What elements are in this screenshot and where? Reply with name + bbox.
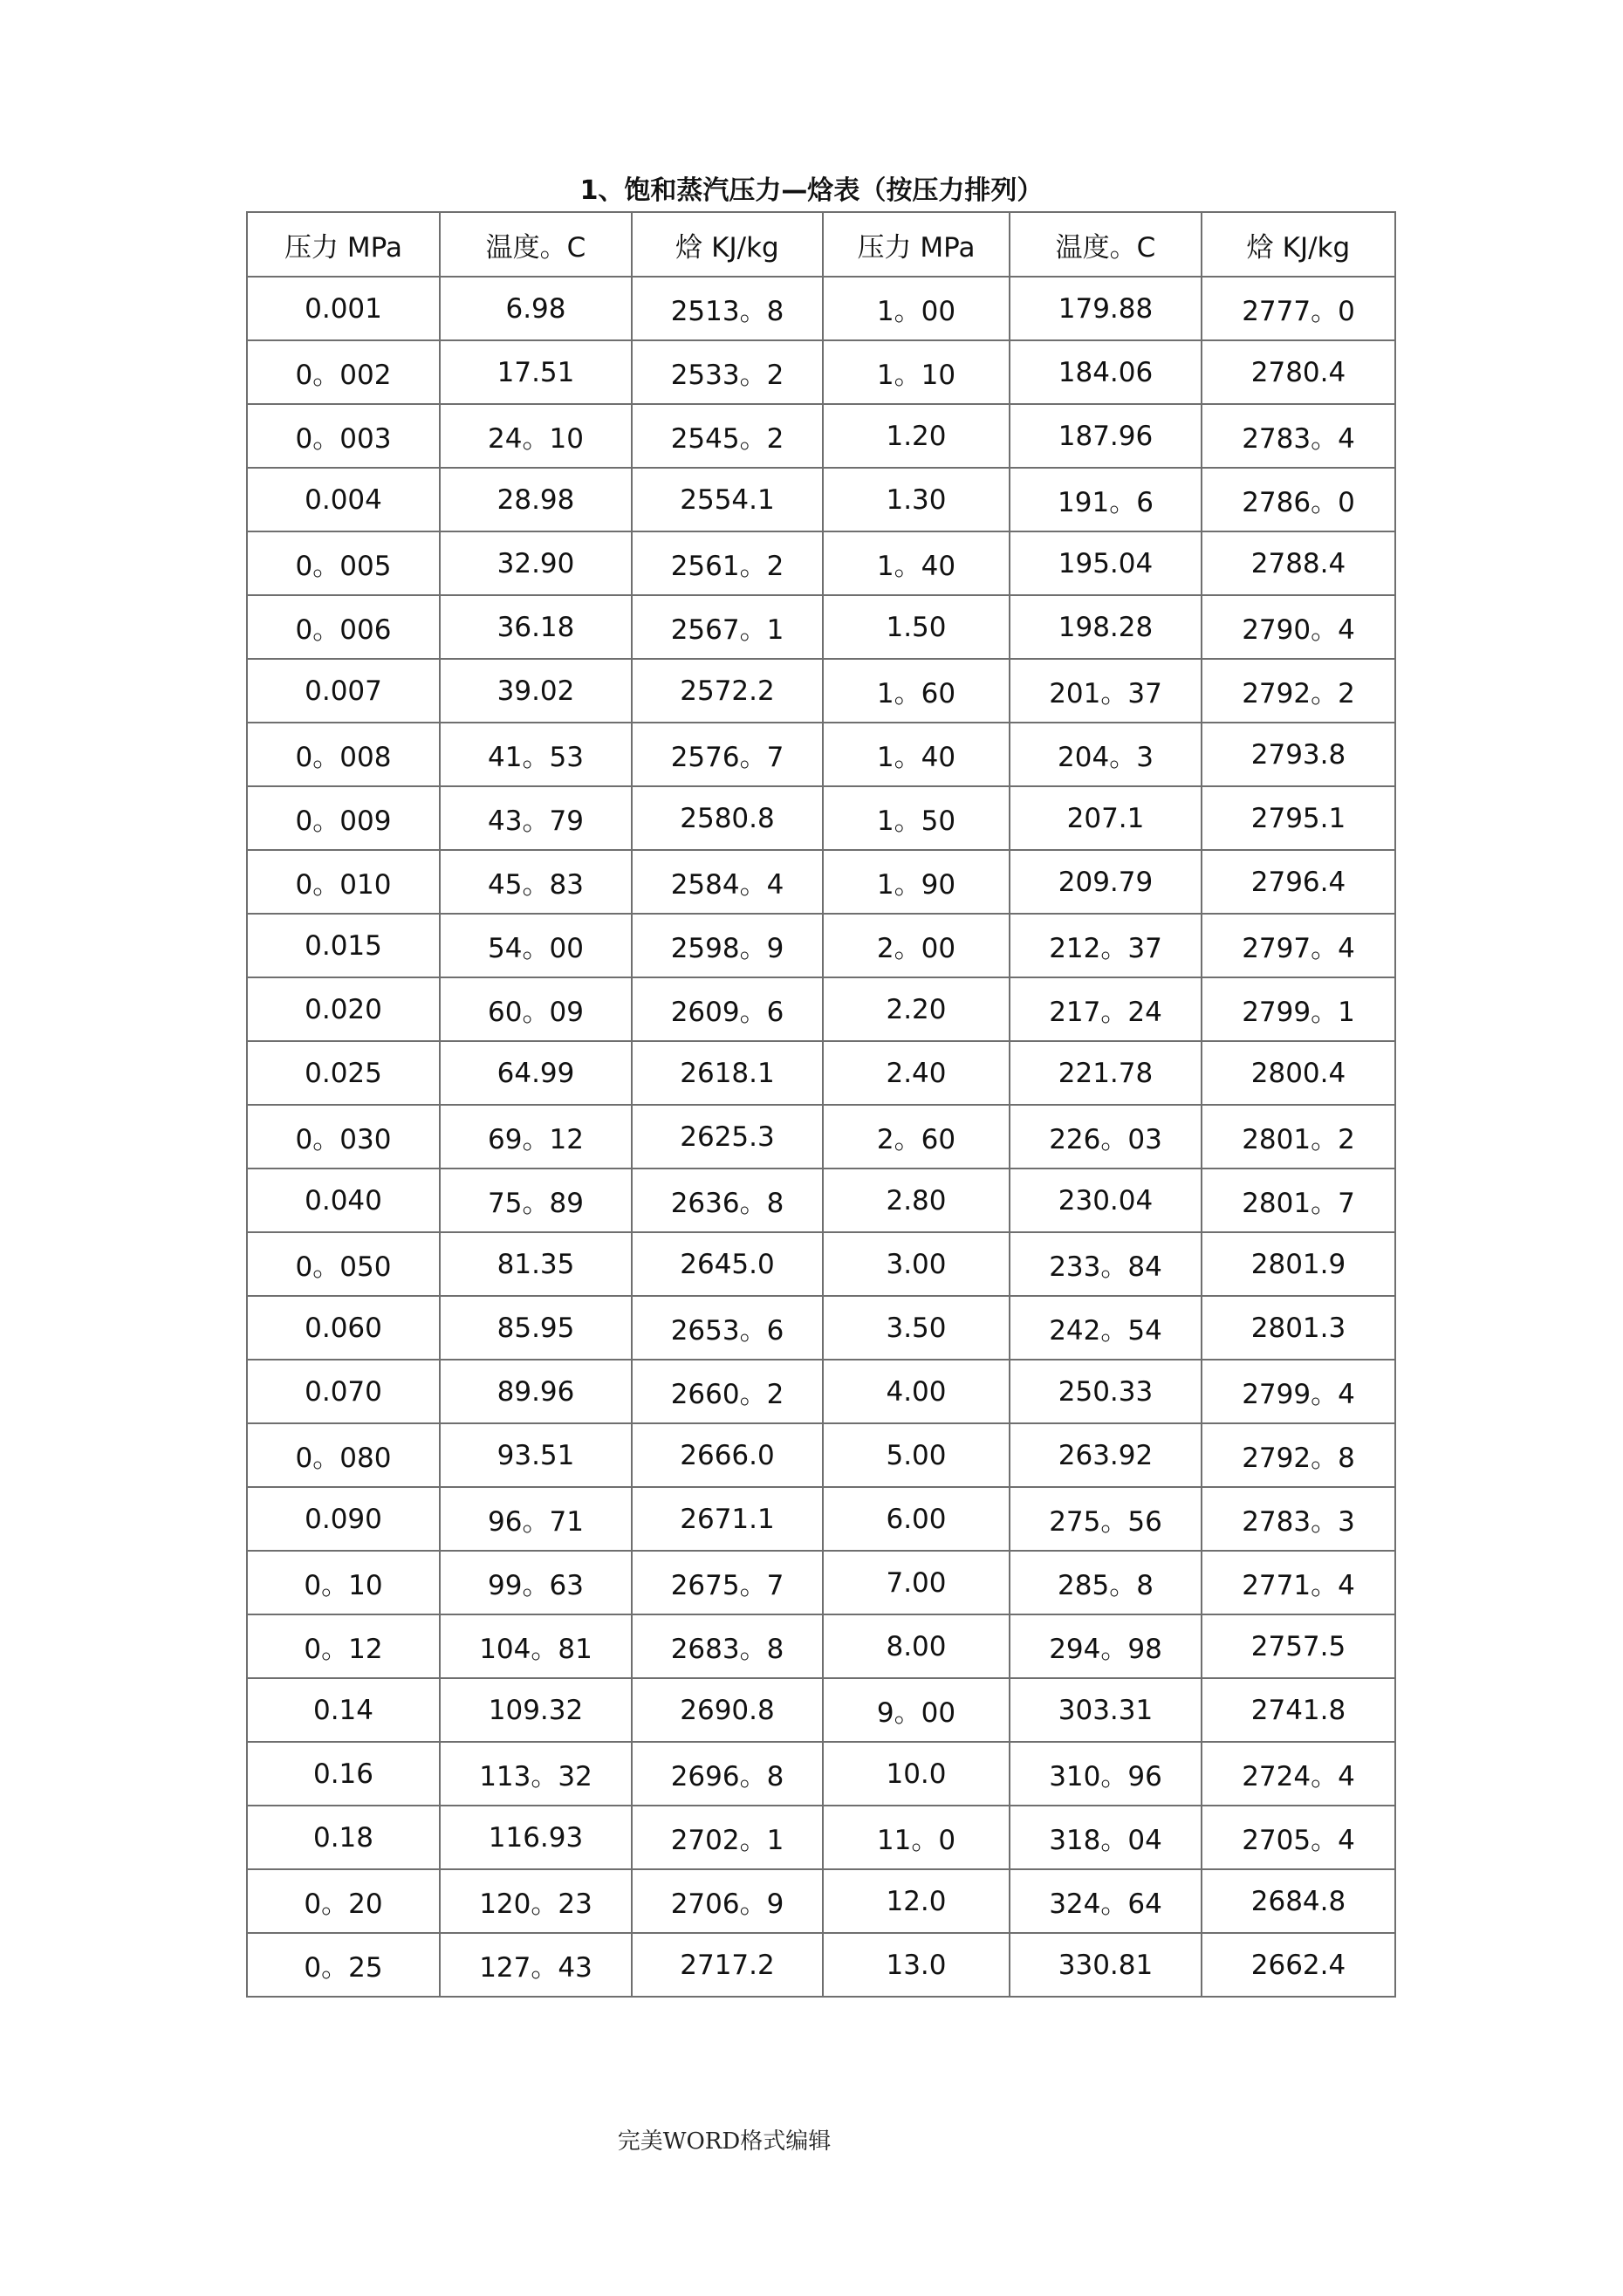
cell-temperature-2: 226。03 <box>1010 1105 1202 1169</box>
cell-enthalpy-1: 2666.0 <box>632 1423 823 1487</box>
cell-pressure-1: 0.007 <box>247 659 440 723</box>
cell-enthalpy-1: 2580.8 <box>632 786 823 850</box>
table-row <box>247 1742 1395 1806</box>
table-row <box>247 1296 1395 1360</box>
cell-temperature-2: 263.92 <box>1010 1423 1202 1487</box>
table-row <box>247 1232 1395 1296</box>
cell-temperature-2: 275。56 <box>1010 1487 1202 1551</box>
cell-pressure-1: 0。080 <box>247 1423 440 1487</box>
cell-enthalpy-1: 2618.1 <box>632 1041 823 1105</box>
cell-pressure-2: 4.00 <box>823 1360 1010 1423</box>
cell-enthalpy-2: 2792。8 <box>1202 1423 1395 1487</box>
cell-temperature-1: 41。53 <box>440 723 632 786</box>
cell-pressure-2: 1。00 <box>823 277 1010 340</box>
cell-enthalpy-1: 2598。9 <box>632 914 823 977</box>
table-row <box>247 1551 1395 1614</box>
cell-temperature-1: 24。10 <box>440 404 632 468</box>
cell-pressure-1: 0。006 <box>247 595 440 659</box>
cell-enthalpy-1: 2533。2 <box>632 340 823 404</box>
cell-pressure-1: 0。005 <box>247 531 440 595</box>
cell-enthalpy-2: 2790。4 <box>1202 595 1395 659</box>
cell-temperature-2: 250.33 <box>1010 1360 1202 1423</box>
table-body <box>247 277 1395 1997</box>
cell-pressure-2: 10.0 <box>823 1742 1010 1806</box>
cell-enthalpy-1: 2683。8 <box>632 1614 823 1678</box>
cell-pressure-2: 1。50 <box>823 786 1010 850</box>
table-row <box>247 1041 1395 1105</box>
cell-pressure-1: 0。12 <box>247 1614 440 1678</box>
cell-enthalpy-1: 2671.1 <box>632 1487 823 1551</box>
cell-temperature-2: 217。24 <box>1010 977 1202 1041</box>
cell-pressure-2: 12.0 <box>823 1869 1010 1933</box>
cell-enthalpy-2: 2788.4 <box>1202 531 1395 595</box>
cell-temperature-1: 104。81 <box>440 1614 632 1678</box>
cell-pressure-2: 7.00 <box>823 1551 1010 1614</box>
cell-enthalpy-1: 2660。2 <box>632 1360 823 1423</box>
cell-enthalpy-1: 2567。1 <box>632 595 823 659</box>
cell-pressure-1: 0.060 <box>247 1296 440 1360</box>
cell-enthalpy-2: 2705。4 <box>1202 1806 1395 1869</box>
cell-temperature-1: 69。12 <box>440 1105 632 1169</box>
cell-temperature-2: 212。37 <box>1010 914 1202 977</box>
cell-pressure-2: 2.20 <box>823 977 1010 1041</box>
table-header-row <box>247 212 1395 277</box>
header-enthalpy-2: 焓 KJ/kg <box>1202 212 1395 277</box>
cell-pressure-2: 8.00 <box>823 1614 1010 1678</box>
cell-temperature-1: 109.32 <box>440 1678 632 1742</box>
table-row <box>247 914 1395 977</box>
cell-temperature-2: 318。04 <box>1010 1806 1202 1869</box>
footer-text: 完美WORD格式编辑 <box>617 2128 832 2155</box>
cell-pressure-1: 0。002 <box>247 340 440 404</box>
cell-enthalpy-2: 2786。0 <box>1202 468 1395 531</box>
cell-enthalpy-2: 2801.3 <box>1202 1296 1395 1360</box>
cell-temperature-2: 191。6 <box>1010 468 1202 531</box>
cell-pressure-2: 1。90 <box>823 850 1010 914</box>
cell-temperature-1: 28.98 <box>440 468 632 531</box>
cell-pressure-1: 0.040 <box>247 1169 440 1232</box>
cell-temperature-1: 45。83 <box>440 850 632 914</box>
cell-enthalpy-2: 2795.1 <box>1202 786 1395 850</box>
cell-pressure-2: 1。40 <box>823 531 1010 595</box>
cell-enthalpy-1: 2690.8 <box>632 1678 823 1742</box>
cell-temperature-2: 233。84 <box>1010 1232 1202 1296</box>
cell-temperature-2: 195.04 <box>1010 531 1202 595</box>
cell-pressure-1: 0.001 <box>247 277 440 340</box>
cell-enthalpy-1: 2702。1 <box>632 1806 823 1869</box>
cell-temperature-1: 127。43 <box>440 1933 632 1997</box>
cell-pressure-1: 0.004 <box>247 468 440 531</box>
table-row <box>247 977 1395 1041</box>
table-row <box>247 850 1395 914</box>
table-row <box>247 531 1395 595</box>
cell-temperature-1: 96。71 <box>440 1487 632 1551</box>
cell-temperature-2: 179.88 <box>1010 277 1202 340</box>
cell-temperature-2: 294。98 <box>1010 1614 1202 1678</box>
cell-pressure-1: 0.16 <box>247 1742 440 1806</box>
table-row <box>247 595 1395 659</box>
cell-enthalpy-1: 2717.2 <box>632 1933 823 1997</box>
cell-enthalpy-2: 2800.4 <box>1202 1041 1395 1105</box>
cell-enthalpy-2: 2777。0 <box>1202 277 1395 340</box>
cell-enthalpy-2: 2783。4 <box>1202 404 1395 468</box>
cell-temperature-1: 81.35 <box>440 1232 632 1296</box>
cell-pressure-1: 0。050 <box>247 1232 440 1296</box>
cell-enthalpy-1: 2696。8 <box>632 1742 823 1806</box>
cell-enthalpy-1: 2636。8 <box>632 1169 823 1232</box>
cell-pressure-2: 2。00 <box>823 914 1010 977</box>
cell-pressure-2: 3.00 <box>823 1232 1010 1296</box>
header-temperature-2: 温度。C <box>1010 212 1202 277</box>
cell-temperature-2: 310。96 <box>1010 1742 1202 1806</box>
cell-pressure-1: 0.18 <box>247 1806 440 1869</box>
cell-pressure-1: 0.14 <box>247 1678 440 1742</box>
table-row <box>247 468 1395 531</box>
cell-temperature-2: 324。64 <box>1010 1869 1202 1933</box>
cell-temperature-1: 93.51 <box>440 1423 632 1487</box>
cell-pressure-1: 0。10 <box>247 1551 440 1614</box>
table-row <box>247 1169 1395 1232</box>
cell-enthalpy-2: 2662.4 <box>1202 1933 1395 1997</box>
cell-temperature-1: 6.98 <box>440 277 632 340</box>
cell-temperature-1: 64.99 <box>440 1041 632 1105</box>
cell-temperature-1: 99。63 <box>440 1551 632 1614</box>
cell-temperature-2: 330.81 <box>1010 1933 1202 1997</box>
table-row <box>247 1869 1395 1933</box>
cell-enthalpy-2: 2783。3 <box>1202 1487 1395 1551</box>
cell-pressure-2: 1。60 <box>823 659 1010 723</box>
cell-enthalpy-1: 2576。7 <box>632 723 823 786</box>
cell-pressure-1: 0。008 <box>247 723 440 786</box>
cell-pressure-2: 3.50 <box>823 1296 1010 1360</box>
cell-enthalpy-1: 2706。9 <box>632 1869 823 1933</box>
table-row <box>247 277 1395 340</box>
cell-temperature-2: 230.04 <box>1010 1169 1202 1232</box>
cell-pressure-2: 6.00 <box>823 1487 1010 1551</box>
header-enthalpy-1: 焓 KJ/kg <box>632 212 823 277</box>
cell-enthalpy-1: 2675。7 <box>632 1551 823 1614</box>
cell-temperature-2: 184.06 <box>1010 340 1202 404</box>
cell-temperature-1: 36.18 <box>440 595 632 659</box>
cell-pressure-1: 0。20 <box>247 1869 440 1933</box>
cell-enthalpy-1: 2545。2 <box>632 404 823 468</box>
cell-temperature-2: 285。8 <box>1010 1551 1202 1614</box>
table-row <box>247 786 1395 850</box>
cell-temperature-2: 204。3 <box>1010 723 1202 786</box>
cell-enthalpy-1: 2609。6 <box>632 977 823 1041</box>
cell-temperature-1: 120。23 <box>440 1869 632 1933</box>
cell-pressure-2: 2。60 <box>823 1105 1010 1169</box>
cell-enthalpy-2: 2780.4 <box>1202 340 1395 404</box>
cell-enthalpy-1: 2554.1 <box>632 468 823 531</box>
cell-temperature-1: 85.95 <box>440 1296 632 1360</box>
cell-enthalpy-1: 2561。2 <box>632 531 823 595</box>
cell-pressure-2: 2.40 <box>823 1041 1010 1105</box>
cell-temperature-1: 75。89 <box>440 1169 632 1232</box>
table-row <box>247 404 1395 468</box>
cell-pressure-1: 0.025 <box>247 1041 440 1105</box>
steam-enthalpy-table <box>246 211 1396 1998</box>
table-row <box>247 1487 1395 1551</box>
table-row <box>247 723 1395 786</box>
cell-temperature-1: 60。09 <box>440 977 632 1041</box>
cell-enthalpy-2: 2799。4 <box>1202 1360 1395 1423</box>
cell-pressure-2: 2.80 <box>823 1169 1010 1232</box>
cell-temperature-2: 198.28 <box>1010 595 1202 659</box>
cell-pressure-1: 0.070 <box>247 1360 440 1423</box>
cell-temperature-1: 32.90 <box>440 531 632 595</box>
cell-enthalpy-1: 2653。6 <box>632 1296 823 1360</box>
table-row <box>247 1614 1395 1678</box>
cell-enthalpy-1: 2572.2 <box>632 659 823 723</box>
cell-enthalpy-2: 2771。4 <box>1202 1551 1395 1614</box>
cell-enthalpy-2: 2799。1 <box>1202 977 1395 1041</box>
cell-enthalpy-2: 2801.9 <box>1202 1232 1395 1296</box>
cell-pressure-2: 5.00 <box>823 1423 1010 1487</box>
table-row <box>247 1933 1395 1997</box>
cell-temperature-1: 89.96 <box>440 1360 632 1423</box>
cell-pressure-2: 11。0 <box>823 1806 1010 1869</box>
table-row <box>247 340 1395 404</box>
cell-temperature-2: 242。54 <box>1010 1296 1202 1360</box>
cell-temperature-1: 54。00 <box>440 914 632 977</box>
cell-temperature-1: 113。32 <box>440 1742 632 1806</box>
cell-pressure-1: 0.090 <box>247 1487 440 1551</box>
cell-pressure-1: 0。030 <box>247 1105 440 1169</box>
cell-pressure-2: 13.0 <box>823 1933 1010 1997</box>
cell-pressure-1: 0。003 <box>247 404 440 468</box>
header-pressure-2: 压力 MPa <box>823 212 1010 277</box>
cell-enthalpy-1: 2584。4 <box>632 850 823 914</box>
header-pressure-1: 压力 MPa <box>247 212 440 277</box>
cell-enthalpy-2: 2741.8 <box>1202 1678 1395 1742</box>
cell-pressure-1: 0.020 <box>247 977 440 1041</box>
cell-temperature-2: 201。37 <box>1010 659 1202 723</box>
cell-temperature-1: 39.02 <box>440 659 632 723</box>
cell-pressure-1: 0。25 <box>247 1933 440 1997</box>
table-row <box>247 1806 1395 1869</box>
cell-enthalpy-2: 2793.8 <box>1202 723 1395 786</box>
cell-enthalpy-2: 2684.8 <box>1202 1869 1395 1933</box>
cell-temperature-2: 303.31 <box>1010 1678 1202 1742</box>
table-row <box>247 1360 1395 1423</box>
cell-temperature-2: 207.1 <box>1010 786 1202 850</box>
cell-enthalpy-2: 2724。4 <box>1202 1742 1395 1806</box>
table-row <box>247 1423 1395 1487</box>
table-row <box>247 659 1395 723</box>
cell-pressure-2: 1。40 <box>823 723 1010 786</box>
page-title: 1、饱和蒸汽压力—焓表（按压力排列） <box>579 175 1044 206</box>
cell-pressure-2: 1.50 <box>823 595 1010 659</box>
cell-pressure-2: 1.30 <box>823 468 1010 531</box>
header-temperature-1: 温度。C <box>440 212 632 277</box>
cell-enthalpy-2: 2796.4 <box>1202 850 1395 914</box>
cell-enthalpy-2: 2792。2 <box>1202 659 1395 723</box>
cell-enthalpy-2: 2801。7 <box>1202 1169 1395 1232</box>
table-row <box>247 1678 1395 1742</box>
cell-enthalpy-1: 2625.3 <box>632 1105 823 1169</box>
cell-enthalpy-2: 2757.5 <box>1202 1614 1395 1678</box>
cell-temperature-2: 221.78 <box>1010 1041 1202 1105</box>
cell-pressure-1: 0.015 <box>247 914 440 977</box>
cell-temperature-2: 187.96 <box>1010 404 1202 468</box>
cell-enthalpy-1: 2645.0 <box>632 1232 823 1296</box>
table-row <box>247 1105 1395 1169</box>
cell-pressure-2: 9。00 <box>823 1678 1010 1742</box>
cell-pressure-1: 0。010 <box>247 850 440 914</box>
cell-pressure-2: 1.20 <box>823 404 1010 468</box>
cell-enthalpy-2: 2801。2 <box>1202 1105 1395 1169</box>
cell-enthalpy-1: 2513。8 <box>632 277 823 340</box>
cell-pressure-1: 0。009 <box>247 786 440 850</box>
cell-temperature-1: 43。79 <box>440 786 632 850</box>
cell-temperature-1: 116.93 <box>440 1806 632 1869</box>
cell-pressure-2: 1。10 <box>823 340 1010 404</box>
cell-enthalpy-2: 2797。4 <box>1202 914 1395 977</box>
cell-temperature-1: 17.51 <box>440 340 632 404</box>
cell-temperature-2: 209.79 <box>1010 850 1202 914</box>
